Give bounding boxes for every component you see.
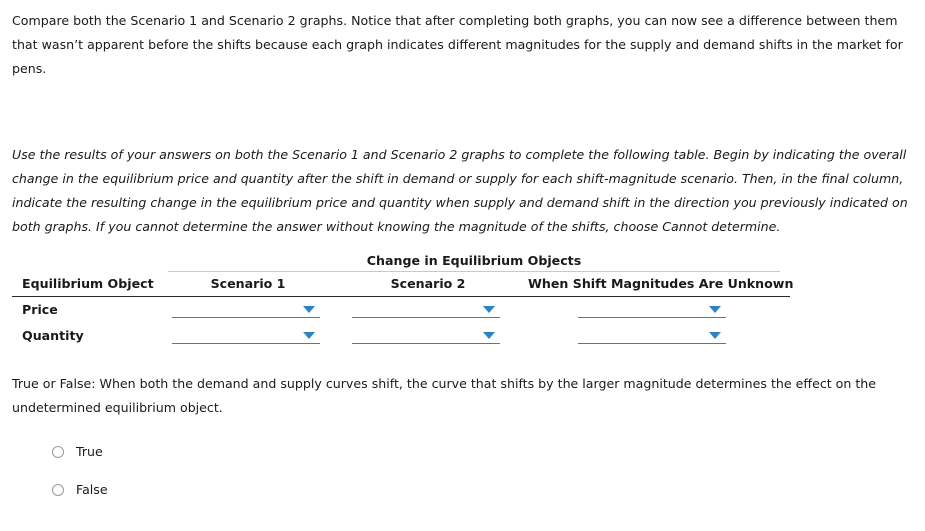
table-group-header: Change in Equilibrium Objects [366,253,582,268]
quantity-unknown-dropdown[interactable] [578,329,726,344]
row-label-quantity: Quantity [22,328,84,343]
radio-true-button[interactable] [52,446,64,458]
price-unknown-dropdown[interactable] [578,303,726,318]
instructions-paragraph: Use the results of your answers on both the Scenario 1 and Scenario 2 graphs to complete the following table. Begin by indicating the overall change in the equilibrium price and quantity after the shift in demand or supply for each shift-magnitude scenario. Then, in the final column, indicate the resulting change in the equilibrium price and quantity when supply and demand shift in the direction you previously indicated on both graphs. If you cannot determine the answer without knowing the magnitude of the shifts, choose Cannot determine. [12,147,908,234]
column-header-scenario-1: Scenario 1 [210,276,286,291]
quantity-scenario-2-dropdown[interactable] [352,329,500,344]
column-header-unknown: When Shift Magnitudes Are Unknown [528,276,794,291]
column-header-scenario-2: Scenario 2 [390,276,466,291]
radio-true-label: True [76,444,103,459]
header-divider [12,296,790,297]
intro-paragraph: Compare both the Scenario 1 and Scenario 2 graphs. Notice that after completing both graphs, you can now see a difference between them that wasn’t apparent before the shifts because each graph indicates different magnitudes for the supply and demand shifts in the market for pens. [12,13,903,76]
radio-false-button[interactable] [52,484,64,496]
price-scenario-1-dropdown[interactable] [172,303,320,318]
radio-option-true[interactable] [52,444,103,459]
dropdown-arrow-icon [303,332,315,339]
dropdown-arrow-icon [483,332,495,339]
row-label-price: Price [22,302,58,317]
quantity-scenario-1-dropdown[interactable] [172,329,320,344]
column-header-object: Equilibrium Object [22,276,154,291]
dropdown-arrow-icon [303,306,315,313]
radio-option-false[interactable] [52,482,108,497]
radio-false-label: False [76,482,108,497]
dropdown-arrow-icon [483,306,495,313]
true-false-question: True or False: When both the demand and supply curves shift, the curve that shifts by the larger magnitude determines the effect on the undetermined equilibrium object. [12,376,877,415]
dropdown-arrow-icon [709,306,721,313]
group-header-divider [168,271,780,272]
dropdown-arrow-icon [709,332,721,339]
price-scenario-2-dropdown[interactable] [352,303,500,318]
